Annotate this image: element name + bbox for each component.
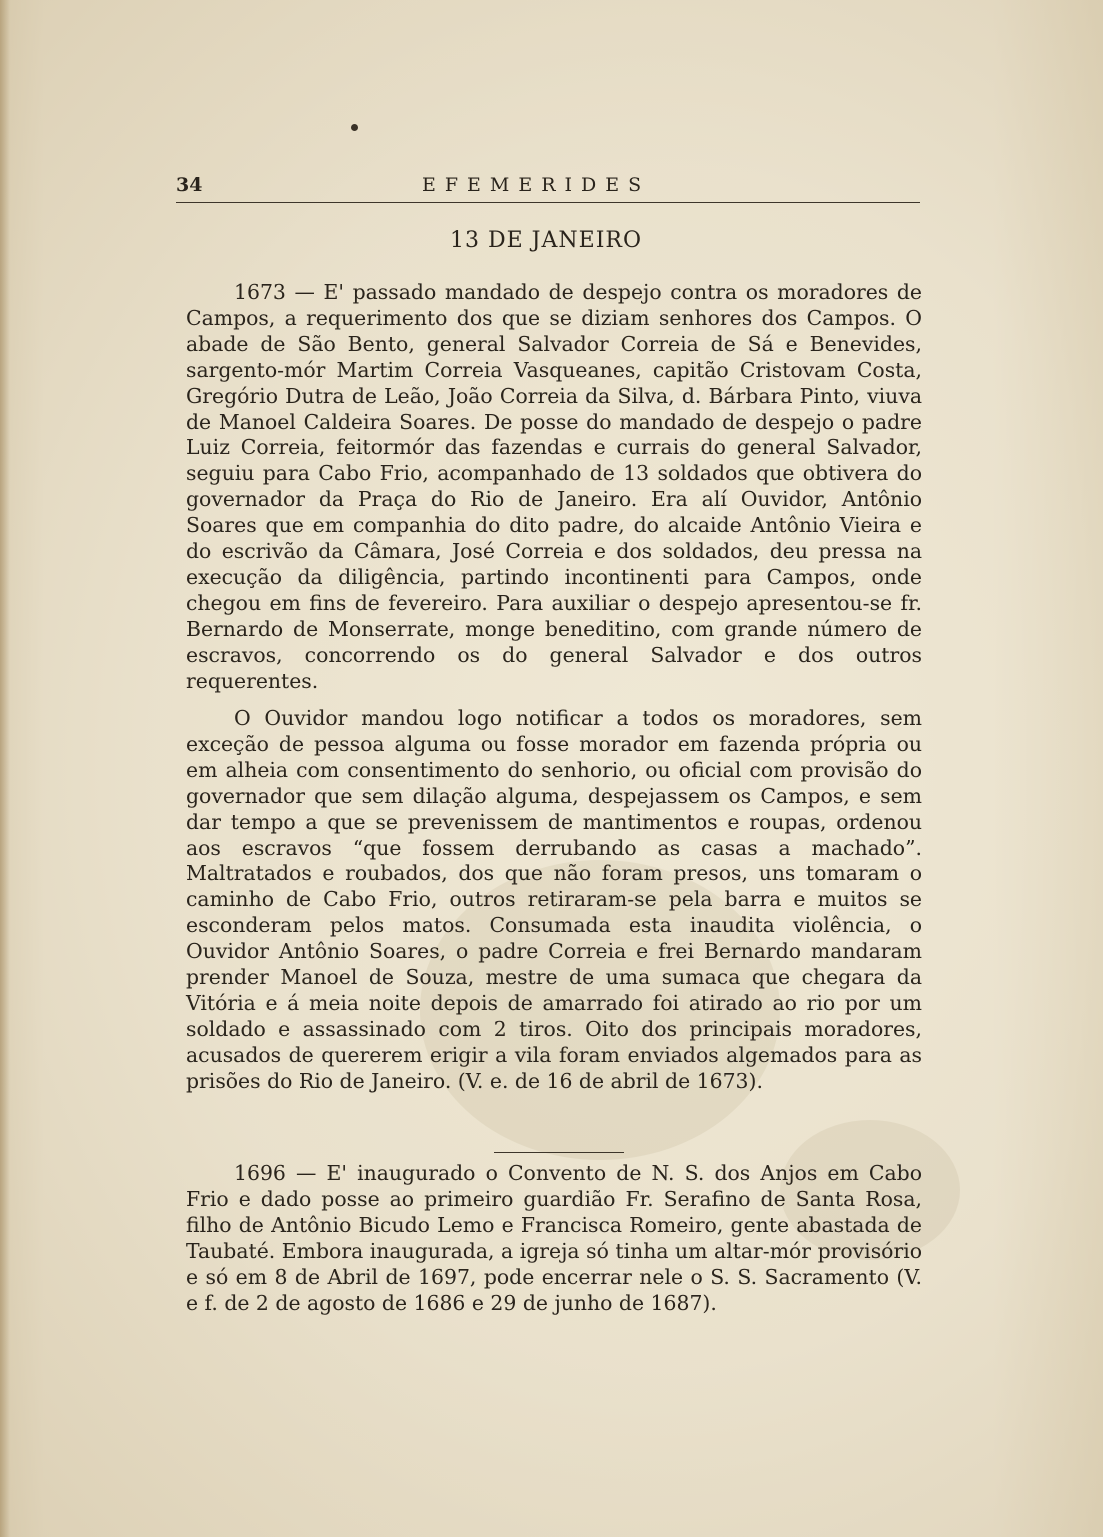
entry-paragraph: 1673 — E' passado mandado de despejo contra os moradores de Campos, a requerimento dos que se diziam senhores dos Campos. O abade de São Bento, general Salvador Correia de Sá e Benevides, sargento-mór Martim Correia Vasqueanes, capitão Cristovam Costa, Gregório Dutra de Leão, João Correia da Silva, d. Bárbara Pinto, viuva de Manoel Caldeira Soares. De posse do mandado de despejo o padre Luiz Correia, feitormór das fazendas e currais do general Salvador, seguiu para Cabo Frio, acompanhado de 13 soldados que obtivera do governador da Praça do Rio de Janeiro. Era alí Ouvidor, Antônio Soares que em companhia do dito padre, do alcaide Antônio Vieira e do escrivão da Câmara, José Correia e dos soldados, deu pressa na execução da diligência, partindo incontinenti para Campos, onde chegou em fins de fevereiro. Para auxiliar o despejo apresentou-se fr. Bernardo de Monserrate, monge beneditino, com grande número de escravos, concorrendo os do general Salvador e dos outros requerentes.	[186, 280, 922, 693]
entry-1673-continued	[186, 706, 922, 1095]
entry-paragraph: 1696 — E' inaugurado o Convento de N. S. dos Anjos em Cabo Frio e dado posse ao primeiro guardião Fr. Serafino de Santa Rosa, filho de Antônio Bicudo Lemo e Francisca Romeiro, gente abastada de Taubaté. Embora inaugurada, a igreja só tinha um altar-mór provisório e só em 8 de Abril de 1697, pode encerrar nele o S. S. Sacramento (V. e f. de 2 de agosto de 1686 e 29 de junho de 1687).	[186, 1161, 922, 1315]
entry-1696	[186, 1161, 922, 1316]
date-heading: 13 DE JANEIRO	[450, 228, 642, 253]
entry-paragraph: O Ouvidor mandou logo notificar a todos os moradores, sem exceção de pessoa alguma ou fosse morador em fazenda própria ou em alheia com consentimento do senhorio, ou oficial com provisão do governador que sem dilação alguma, despejassem os Campos, e sem dar tempo a que se prevenissem de mantimentos e roupas, ordenou aos escravos “que fossem derrubando as casas a machado”. Maltratados e roubados, dos que não foram presos, uns tomaram o caminho de Cabo Frio, outros retiraram-se pela barra e muitos se esconderam pelos matos. Consumada esta inaudita violência, o Ouvidor Antônio Soares, o padre Correia e frei Bernardo mandaram prender Manoel de Souza, mestre de uma sumaca que chegara da Vitória e á meia noite depois de amarrado foi atirado ao rio por um soldado e assassinado com 2 tiros. Oito dos principais moradores, acusados de quererem erigir a vila foram enviados algemados para as prisões do Rio de Janeiro. (V. e. de 16 de abril de 1673).	[186, 706, 922, 1093]
entry-1673	[186, 280, 922, 695]
page-edge-shadow	[0, 0, 10, 1537]
ink-dot	[351, 124, 358, 131]
page-header	[176, 174, 920, 204]
running-title: EFEMERIDES	[422, 174, 651, 196]
entry-separator	[494, 1152, 624, 1153]
header-rule	[176, 202, 920, 203]
page-number: 34	[176, 174, 203, 196]
